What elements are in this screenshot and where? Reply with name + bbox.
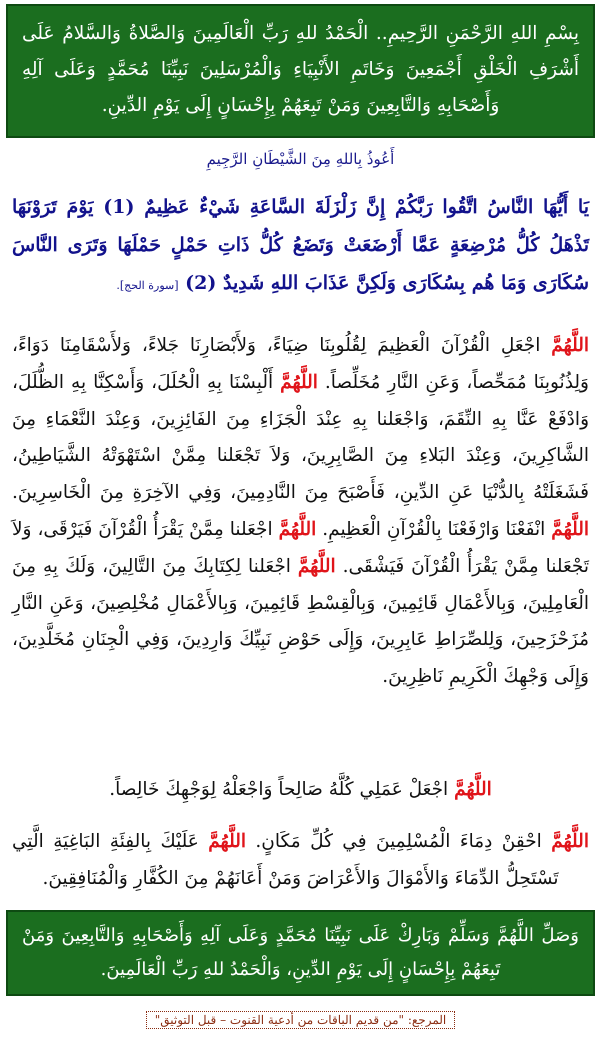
dua-sentence: اجْعَلِ الْقُرْآنَ الْعَظِيمَ لِقُلُوبِنَا ضِيَاءً، وَلأَبْصَارِنَا جَلاءً، وَلأَسْقَامِنَا دَوَاءً، وَلِذُنُوبِنَا مُمَحِّصاً، وَعَنِ النَّارِ مُخَلِّصاً. bbox=[12, 335, 589, 393]
source-title: "من قديم الباقات من أدعية القنوت – قبل التوثيق" bbox=[154, 1013, 405, 1027]
dua-sentence: عَلَيْكَ بِالفِئَةِ البَاغِيَةِ الَّتِي تَسْتَحِلُّ الدِّمَاءَ وَالأَمْوَالَ وَالأَعْرَاضَ وَمَنْ أَعَانَهُمْ مِنَ الكُفَّارِ وَالْمُنَافِقِينَ. bbox=[12, 831, 559, 889]
opening-banner bbox=[6, 4, 595, 138]
dua-sentence: انْفَعْنَا وَارْفَعْنَا بِالْقُرْآنِ الْعَظِيمِ. bbox=[322, 518, 546, 540]
quran-verses bbox=[12, 188, 589, 305]
dua-sentence: احْقِنْ دِمَاءَ الْمُسْلِمِينَ فِي كُلِّ مَكَانٍ. bbox=[255, 831, 542, 852]
dua-sentence: اجْعَلنا مِمَّنْ يَقْرَأُ الْقُرْآنَ فَيَرْقَى، وَلاَ تَجْعَلنا مِمَّنْ يَقْرَأُ الْقُرْآنَ فَيَشْقَى. bbox=[12, 518, 589, 577]
istiadha-line: أَعُوذُ بِاللهِ مِنَ الشَّيْطَانِ الرَّجِيمِ bbox=[206, 150, 395, 168]
source-reference bbox=[0, 1010, 601, 1030]
allahumma-word: اللَّهُمَّ bbox=[551, 831, 589, 852]
source-label: المرجع: bbox=[407, 1013, 447, 1027]
closing-banner bbox=[6, 910, 595, 996]
dua-deeds-line bbox=[12, 772, 589, 809]
allahumma-word: اللَّهُمَّ bbox=[297, 555, 336, 577]
verses-text: يَا أَيُّهَا النَّاسُ اتَّقُوا رَبَّكُمْ إِنَّ زَلْزَلَةَ السَّاعَةِ شَيْءٌ عَظِيمٌ (1) يَوْمَ تَرَوْنَهَا تَذْهَلُ كُلُّ مُرْضِعَةٍ عَمَّا أَرْضَعَتْ وَتَضَعُ كُلُّ ذَاتِ حَمْلٍ حَمْلَهَا وَتَرَى النَّاسَ سُكَارَى وَمَا هُم بِسُكَارَى وَلَكِنَّ عَذَابَ اللهِ شَدِيدٌ (2) bbox=[12, 196, 590, 294]
surah-reference: [سورة الحج]. bbox=[116, 279, 179, 292]
dua-sentence: اجْعَلْ عَمَلِي كُلَّهُ صَالِحاً وَاجْعَلْهُ لِوَجْهِكَ خَالِصاً. bbox=[109, 779, 449, 800]
opening-text: بِسْمِ اللهِ الرَّحْمَنِ الرَّحِيمِ.. الْحَمْدُ للهِ رَبِّ الْعَالَمِينَ وَالصَّلاةُ وَالسَّلامُ عَلَى أَشْرَفِ الْخَلْقِ أَجْمَعِينَ وَخَاتَمِ الأَنْبِيَاءِ وَالْمُرْسَلِينَ نَبِيِّنَا مُحَمَّدٍ وَعَلَى آلِهِ وَأَصْحَابِهِ وَالتَّابِعِينَ وَمَنْ تَبِعَهُمْ بِإِحْسَانٍ إِلَى يَوْمِ الدِّينِ. bbox=[22, 23, 579, 116]
dua-quran-paragraph bbox=[12, 328, 589, 696]
dua-muslims-paragraph bbox=[12, 824, 589, 898]
dua-sentence: أَلْبِسْنَا بِهِ الْحُلَلَ، وَأَسْكِنَّا بِهِ الظُّلَلَ، وَادْفَعْ عَنَّا بِهِ النِّقَمَ، وَاجْعَلنا بِهِ عِنْدَ الْجَزَاءِ مِنَ الفَائِزِينَ، وَعِنْدَ النَّعْمَاءِ مِنَ الشَّاكِرِينَ، وَعِنْدَ البَلاءِ مِنَ الصَّابِرِينَ، وَلاَ تَجْعَلنا مِمَّنْ اسْتَهْوَتْهُ الشَّيَاطِينُ، فَشَغَلَتْهُ بِالدُّنْيَا عَنِ الدِّينِ، فَأَصْبَحَ مِنَ النَّادِمِينَ، وَفِي الآخِرَةِ مِنَ الْخَاسِرِينَ. bbox=[12, 371, 589, 504]
allahumma-word: اللَّهُمَّ bbox=[551, 518, 590, 540]
allahumma-word: اللَّهُمَّ bbox=[280, 371, 318, 393]
allahumma-word: اللَّهُمَّ bbox=[454, 779, 492, 800]
source-box bbox=[146, 1011, 456, 1029]
allahumma-word: اللَّهُمَّ bbox=[551, 335, 589, 356]
dua-sentence: اجْعَلنا لِكِتَابِكَ مِنَ التَّالِينَ، وَلَكَ بِهِ مِنَ الْعَامِلِينَ، وَبِالأَعْمَالِ قَائِمِينَ، وَبِالْقِسْطِ قَائِمِينَ، وَبِالأَعْمَالِ مُخْلِصِينَ، وَعَنِ النَّارِ مُزَحْزَحِينَ، وَلِلصِّرَاطِ عَابِرِينَ، وَإِلَى حَوْضِ نَبِيِّكَ وَارِدِينَ، وَفِي الْجِنَانِ مُخَلَّدِينَ، وَإِلَى وَجْهِكَ الْكَرِيمِ نَاظِرِينَ. bbox=[12, 555, 589, 688]
allahumma-word: اللَّهُمَّ bbox=[208, 831, 246, 852]
closing-text: وَصَلِّ اللَّهُمَّ وَسَلِّمْ وَبَارِكْ عَلَى نَبِيِّنَا مُحَمَّدٍ وَعَلَى آلِهِ وَأَصْحَابِهِ وَالتَّابِعِينَ وَمَنْ تَبِعَهُمْ بِإِحْسَانٍ إِلَى يَوْمِ الدِّينِ، وَالْحَمْدُ للهِ رَبِّ الْعَالَمِينَ. bbox=[22, 925, 579, 980]
allahumma-word: اللَّهُمَّ bbox=[278, 518, 317, 540]
